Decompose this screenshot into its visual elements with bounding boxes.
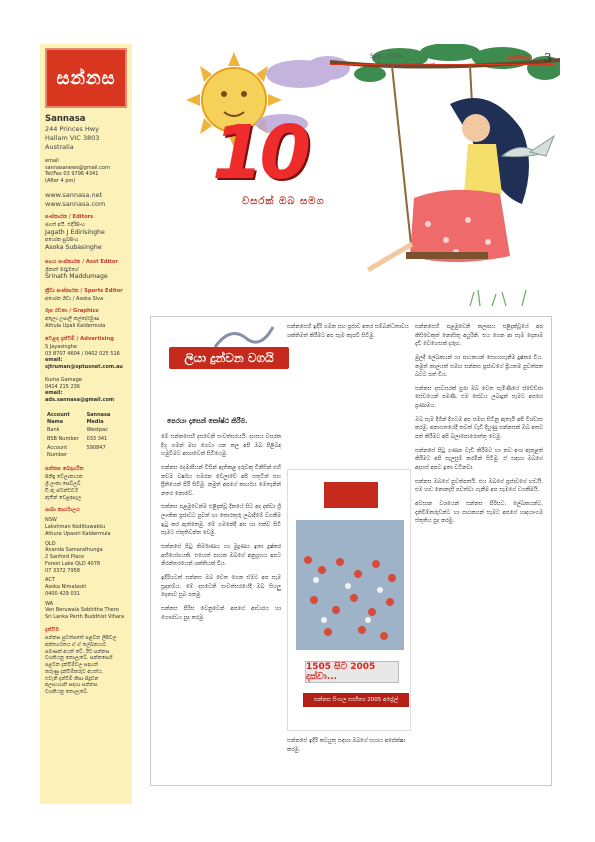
act-name: Asoka Nimalasiri [45,584,87,591]
notice-line: කරුණු දැන්වීම්කරුට අයත්ය. [45,668,104,675]
asst-editor-heading: සහය සංස්කාරක / Asst Editor [45,258,119,265]
account-number-value: 590847 [86,444,106,451]
distributor-line: සිනිඳු වේලානායක [45,474,83,481]
editor1-english: Jagath J Edirisinghe [45,229,105,237]
article-headline: ලියා දුන්වන වගයි [169,347,289,369]
act-label: ACT [45,577,55,584]
tel-hours: (After 4 pm) [45,178,76,185]
account-name-value: Sannasa Media [86,411,111,425]
article-column-2-top: සන්නසෙහි ඉදිරි ගමන සහ ප්‍රජාව අතර සම්බන්ධතාවය ශක්තිමත් කිරීමට අප සැම කැපවී සිටිමු. [287,324,409,339]
qld-address-1: 2 Sanford Place [45,554,85,561]
distributor-line: ඇතින් වෙළඳසැල [45,494,82,501]
notice-section [45,627,127,696]
qld-address-2: Forest Lake QLD 4078 [45,560,101,567]
notice-line: පළවන දැන්වීම්වල සඳහන් [45,662,99,668]
email-link[interactable]: sannasanews@gmail.com [45,164,110,171]
notice-line: පමණක් අයත් වේ. ඊට සන්නස [45,648,110,655]
nsw-name-2: Athura Upasiri Kaldermula [45,530,111,537]
article-subhead: පෙරයා දෑසෙන් කෝෂ්ඨ කිරීම. [167,417,248,425]
tel-fax: Tel/Fax 03 9796 4341 [45,171,99,178]
graphics-section [45,308,127,330]
article-paragraph: සන්නසේ පිටු ගණන වැඩි කිරීමට හා නව අංශ ඇතුළත් කිරීමට අපි සැලසුම් කරමින් සිටිමු. ඒ සඳහා ඔබගේ අදහස් අපට ඉතා වටිනවා. [415,447,543,471]
distributor-line: ඩී ඇ ස්ටන්ඩර්ඩ් [45,487,78,494]
article-paragraph: සන්නසේ පිටු නිර්මාණය හා මුද්‍රණය ඉතා දුෂ්කර අභියෝගයකි. එහෙත් පාඨක ඔබගේ අනුග්‍රහය අපට නිරන්තරයෙන් ශක්තියක් විය. [161,544,281,568]
graphics-sinhala: අතුලා උපාලි කල්දේරමුණ [45,316,100,323]
advertising-heading: වෙළඳ දැන්වීම් / Advertising [45,335,114,342]
sports-editor-section [45,288,127,303]
publisher-info [45,114,127,152]
editorial-article [150,316,552,786]
account-name-label: Account Name [47,411,70,425]
article-paragraph: සන්නස දෙමාපියන් විසින් ඇතිකළ දරුවකු විනිසින් එහි නවම වර්ෂය සමරන වේලාවේ අපි සතුටින් සහ ප්‍රීතියෙන් පිරී සිටිමු. නමුත් අපගේ කාර්යය මෙතැනින් නතර නොවේ. [161,464,281,497]
article-paragraph: සන්නස පිරිස වෙනුවෙන් අපගේ ආචාරය හා ගෞරවය පුද කරමු. [161,605,281,621]
email-label: email [45,157,59,164]
editor2-english: Asoka Subasinghe [45,244,102,252]
qld-label: QLD [45,540,56,547]
qld-phone: 07 3372 7958 [45,567,80,574]
article-column-3 [415,323,543,779]
notice-line: එවැනි දැන්වීම් නිසා සිදුවන [45,675,99,682]
sports-editor-heading: ක්‍රීඩා සංස්කාරක / Sports Editor [45,287,123,294]
editor2-sinhala: අශෝක සුබසිංහ [45,237,79,244]
editors-heading: සංස්කාරක / Editors [45,214,94,221]
crowd-photo-graphic [288,470,411,731]
notice-line: අන්තර්ගතය ඒ ඒ ලේඛකයාට [45,641,107,648]
article-paragraph: ඉදිරියටත් සන්නස ඔබ වෙත ගෙන ඒමට අප සැම සූදානම්ය. මේ දසවෙනි සංවත්සරයේදී ඔබ සියලු දෙනාට සුබ පතමු. [161,574,281,599]
graphics-heading: රූප රචනා / Graphics [45,308,99,315]
anniversary-subtitle: වසරක් ඔබ සමග [242,196,325,207]
article-paragraph: සන්නස දසවසරක් පුරා ඔබ වෙත පැමිණියේ ස්වේච්ඡා සේවයෙන් පමණි. එම සේවය ලබාදුන් සැමට අපගේ ප්‍රණාමය. [415,385,543,410]
account-number-label: Account Number [47,444,68,458]
asst-editor-section [45,259,127,282]
header-url[interactable]: www.sannasa.net [382,62,435,69]
wa-name-2: Sri Lanka Perth Buddhist Vihara [45,614,125,621]
act-phone: 0400 429 031 [45,590,80,597]
asst-editor-sinhala: ශ්‍රීනාත් මද්දුමගේ [45,266,79,273]
bank-label: Bank [47,427,60,434]
swing-seat [406,252,488,259]
advertising-phone: 03 8707 4604 / 0402 025 516 [45,350,120,357]
advertising-name: S Jayasinghe [45,343,77,350]
graphics-english: Athula Upali Kaldermula [45,323,106,330]
grass [470,290,526,306]
wa-name: Ven Beruwala Sobhitha Thero [45,607,119,614]
branches-section [45,507,127,621]
address-line-1: 244 Princes Hwy [45,125,99,134]
notice-line: අලාභහානි සඳහා සන්නස [45,682,98,689]
wa-label: WA [45,600,54,607]
website-link-2[interactable]: www.sannasa.com [45,199,106,208]
photo-banner: 1505 සිට 2005 දක්වා... [305,661,399,683]
article-paragraph: සන්නස පළමුවෙන්ම එළිදැක්වූ දිනයේ සිට අද දක්වා ශ්‍රී ලාංකික ප්‍රජාවට පුවත් හා තොරතුරු ලබාදීමේ වගකීම ඉටු කර ඇත්තෙමු. මේ ගමනේදී අප හා එක්ව සිටි සැමට ස්තූතිවන්ත වෙමු. [161,504,281,537]
article-paragraph: අවසාන වශයෙන් සන්නස පිරිසට, ලේඛකයන්ට, දැන්වීම්කරුවන්ට හා පාඨකයන් සැමට අපගේ හෘදයාංගම ස්තූතිය පුද කරමු. [415,500,543,525]
header-brand: සන්නස [508,52,530,61]
article-column-2-bottom: සන්නසේ ඉදිරි කටයුතු සඳහා ඔබගේ සහාය අපේක්ෂා කරමු. [287,738,406,753]
kuma-name: Kuma Gamage [45,376,82,383]
crowd-photo [287,469,411,731]
advertising-email[interactable]: email: sjtruman@optusnet.com.au [45,357,123,371]
woman-on-swing [368,98,529,270]
bsb-label: BSB Number [47,436,79,443]
websites [45,191,127,209]
article-paragraph: මුලදී ලේඛකයන් හා පාඨකයන් සොයාගැනීම දුෂ්කර විය. නමුත් කාලයත් සමඟ සන්නස ප්‍රජාවගේ ප්‍රියතම පුවත්පත බවට පත් විය. [415,354,543,379]
article-column-1 [161,433,281,779]
bank-value: Westpac [86,427,108,434]
address-line-2: Hallam VIC 3803 Australia [45,134,100,151]
sports-editor-name: අශෝක ශිවා / Asoka Siva [45,295,104,302]
contact-info [45,158,127,185]
header-rule [330,64,556,65]
issue-date: Sep - 2015 [370,53,403,60]
distributors-heading: සන්නස බෙදාහරින [45,466,84,473]
asst-editor-english: Srinath Maddumage [45,273,108,281]
notice-heading: දැන්වීම [45,626,59,633]
brand-name: Sannasa [45,114,86,124]
article-paragraph: මේ සන්නසෙහි දසවෙනි සංවත්සරයයි. දහසය වසරක දිගු ගමන් මඟ ගෙවා යන කල අපි ඔබ පිළිබඳ හමුවීමට ආශාවෙන් සිටියෙමු. [161,434,281,458]
kuma-phone: 0414 215 236 [45,383,80,390]
notice-line: වගකියනු නොලැබේ. සන්නසෙහි [45,655,113,662]
nsw-name: Lakshman Koditiuwakku [45,524,106,531]
qld-name: Ananda Samarathunga [45,547,103,554]
page-number: 3 [544,51,552,65]
distributors-section [45,466,127,501]
notice-line: සන්නස පුවත්පතේ පළවන ලිපිවල [45,635,117,641]
website-link-1[interactable]: www.sannasa.net [45,190,103,199]
photo-caption: සන්නස සිංහල සාහිත්‍ය 2005 අප්‍රේල් [303,693,409,707]
branches-heading: ශාඛා කාර්යාලය [45,507,80,514]
distributor-line: ශ්‍රී ලංකා සෙව්ලබ් [45,481,81,488]
bank-details [45,410,127,461]
notice-line: වගකියනු නොලැබේ. [45,689,89,695]
nsw-label: NSW [45,517,57,524]
editor1-sinhala: ජගත් අයි. එදිරිසිංහ [45,222,85,229]
bank-table [45,410,127,461]
ads-email[interactable]: email: ads.sannasa@gmail.com [45,390,115,404]
editors-section [45,214,127,252]
advertising-section [45,336,127,371]
masthead-sidebar [40,44,132,804]
masthead-logo: සන්නස [45,48,127,108]
article-paragraph: සන්නසෙහි පළමුවෙනි කලාපය එළිදැක්වූයේ අප කිසිවෙකුත් නොසිතූ අයුරිනි. එය ගෙන ආ සැම දෙනාම දැඩි වෙහෙසක් දැරූහ. [415,324,543,348]
article-paragraph: ඔබ සැම දිගින් දිගටම අප සමඟ සිටිනු ඇතැයි අපි විශ්වාස කරමු. අනාගතයේදී තවත් වැඩි දියුණු සන්නසක් ඔබ අතට පත් කිරීමට අපි බලාපොරොත්තු වෙමු. [415,416,543,441]
anniversary-number: 10 [212,110,307,196]
bsb-value: 033 341 [86,436,108,443]
article-paragraph: සන්නස ඔබගේ පුවත්පතයි. එය ඔබගේ ප්‍රජාවගේ හඬයි. එම හඬ නොනැසී පවත්වා ගැනීම අප සැමගේ වගකීමයි. [415,478,543,494]
kuma-contact [45,377,127,404]
